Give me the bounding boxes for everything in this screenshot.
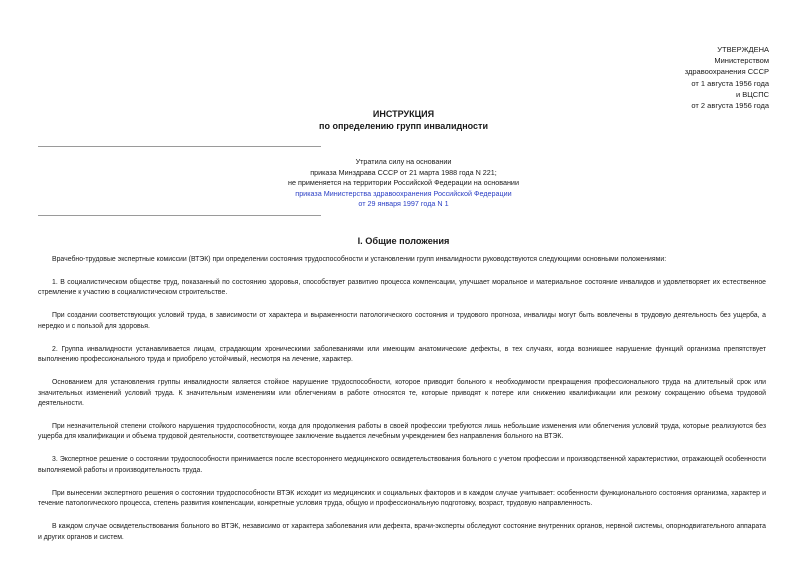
status-note (0, 157, 807, 210)
paragraph: При вынесении экспертного решения о состоянии трудоспособности ВТЭК исходит из медицинских и социальных факторов и в каждом случае учитывает: особенности функционального состояния организма, характер и течение патологического процесса, степень развития компенсации, конкретные условия труда, общую и профессиональную подготовку, возраст, трудовую направленность. (38, 489, 766, 508)
approval-line: Министерством (714, 56, 769, 66)
status-link[interactable]: от 29 января 1997 года N 1 (358, 199, 449, 209)
approval-line: от 1 августа 1956 года (691, 78, 769, 88)
approval-line: и ВЦСПС (735, 89, 769, 99)
document-title (0, 108, 807, 132)
status-link[interactable]: приказа Министерства здравоохранения Российской Федерации (295, 188, 512, 198)
status-line: Утратила силу на основании (355, 157, 452, 166)
paragraph: Основанием для установления группы инвалидности является стойкое нарушение трудоспособности, которое приводит больного к необходимости прекращения профессионального труда на длительный срок или значительных изменений условий труда. К значительным изменениям или облегчениям в работе относятся те, которые приводят к потере или снижению квалификации или резкому сокращению объема трудовой деятельности. (38, 379, 766, 408)
document-title-main: ИНСТРУКЦИЯ (372, 109, 435, 119)
paragraph: При незначительной степени стойкого нарушения трудоспособности, когда для продолжения работы в своей профессии требуются лишь небольшие изменения или облегчения условий труда, которые реализуются без ущерба для квалификации и объема трудовой деятельности, соответствующее заключение выдается лечебным учреждением без направления больного на ВТЭК. (38, 423, 766, 441)
paragraph: 2. Группа инвалидности устанавливается лицам, страдающим хроническими заболеваниями или имеющим анатомические дефекты, в тех случаях, когда возникшее нарушение функций организма препятствует выполнению профессионального труда и приобрело устойчивый, несмотря на лечение, характер. (38, 345, 766, 364)
approval-block (685, 44, 769, 111)
section-title: I. Общие положения (357, 236, 450, 246)
paragraph: В каждом случае освидетельствования больного во ВТЭК, независимо от характера заболевания или дефекта, врачи-эксперты обследуют состояние внутренних органов, нервной системы, опорнодвигательного аппарата и других органов и систем. (38, 523, 766, 541)
paragraph: 1. В социалистическом обществе труд, показанный по состоянию здоровья, способствует развитию процесса компенсации, улучшает моральное и материальное состояние инвалидов и удовлетворяет их естественное стремление к участию в социалистическом строительстве. (38, 279, 766, 297)
paragraph: 3. Экспертное решение о состоянии трудоспособности принимается после всестороннего медицинского освидетельствования больного с учетом профессии и производственной характеристики, отражающей особенности выполняемой работы и производительность труда. (38, 456, 766, 474)
approval-line: УТВЕРЖДЕНА (717, 45, 769, 54)
status-line: не применяется на территории Российской Федерации на основании (288, 178, 519, 188)
divider-top (38, 146, 321, 147)
approval-line: здравоохранения СССР (684, 67, 769, 77)
paragraph: Врачебно-трудовые экспертные комиссии (ВТЭК) при определении состояния трудоспособности и установлении групп инвалидности руководствуются следующими основными положениями: (52, 256, 667, 263)
document-title-sub: по определению групп инвалидности (319, 121, 488, 131)
divider-bottom (38, 215, 321, 216)
approval-line: от 2 августа 1956 года (691, 101, 769, 111)
status-line: приказа Минздрава СССР от 21 марта 1988 года N 221; (310, 167, 497, 177)
paragraph: При создании соответствующих условий труда, в зависимости от характера и выраженности патологического состояния и трудового прогноза, инвалиды могут быть вовлечены в трудовую деятельность без ущерба, а нередко и с пользой для здоровья. (38, 312, 766, 330)
document-body (38, 255, 766, 556)
